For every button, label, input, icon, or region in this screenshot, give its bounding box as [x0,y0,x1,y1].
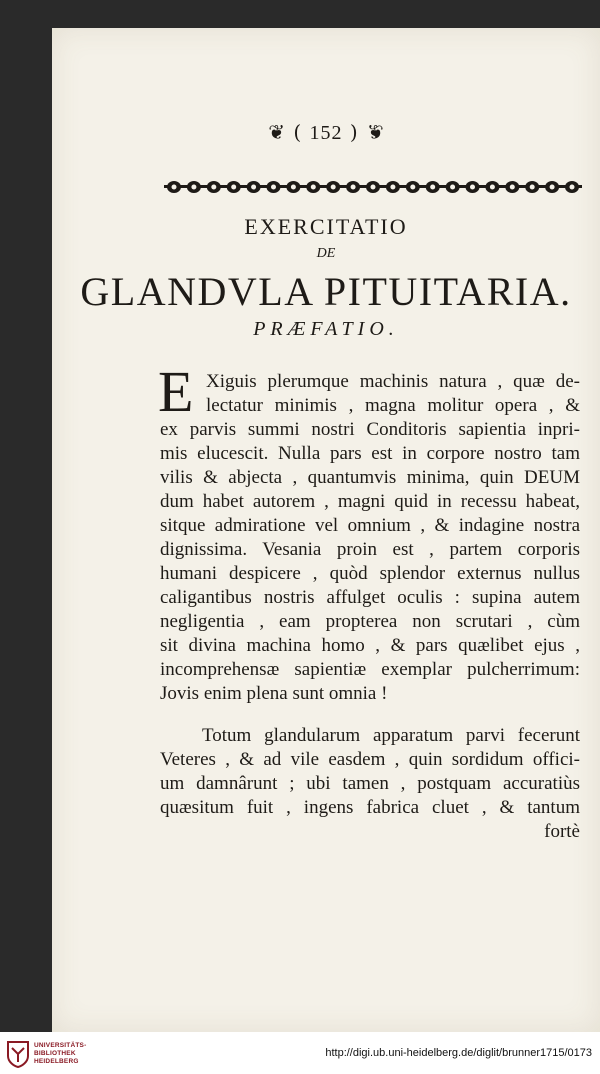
title-praefatio: PRÆFATIO. [253,318,399,340]
right-paren: ) [349,120,359,144]
title-de: DE [316,246,336,261]
text-line: Veteres , & ad vile easdem , quin sordidum offici- [160,749,580,770]
running-header [52,120,600,145]
text-line: um damnârunt ; ubi tamen , postquam accuratiùs [160,773,580,794]
text-line: incomprehensæ sapientiæ exemplar pulcherrimum: [160,659,580,680]
permalink-url[interactable]: http://digi.ub.uni-heidelberg.de/diglit/brunner1715/0173 [325,1047,592,1059]
viewer-footer [0,1032,600,1074]
left-paren: ( [293,120,303,144]
text-line: sitque admiratione vel omnium , & indagine nostra [160,515,580,536]
text-line: lectatur minimis , magna molitur opera , & [206,395,580,416]
institution-line: UNIVERSITÄTS- [34,1042,87,1049]
ornamental-border-icon [164,176,582,198]
text-line: negligentia , eam propterea non scrutari , cùm [160,611,580,632]
institution-line: BIBLIOTHEK [34,1050,76,1057]
text-line: dum habet autorem , magni quid in recessu habeat, [160,491,580,512]
title-exercitatio: EXERCITATIO [244,214,408,239]
fleuron-right-icon: ❦ [366,120,384,144]
drop-cap: E [158,359,194,424]
institution-line: HEIDELBERG [34,1058,79,1065]
text-line: quæsitum fuit , ingens fabrica cluet , & tantum [160,797,580,818]
text-line: Jovis enim plena sunt omnia ! [160,683,388,704]
text-line: mis elucescit. Nulla pars est in corpore nostro tam [160,443,580,464]
paragraph-2 [160,724,580,844]
text-line: sit divina machina homo , & pars quælibet ejus , [160,635,580,656]
text-line: ex parvis summi nostri Conditoris sapientia inpri- [160,419,580,440]
paragraph-1 [160,370,580,706]
page-number: 152 [309,122,343,144]
text-line: caligantibus nostris affulget oculis : supina autem [160,587,580,608]
text-line: Totum glandularum apparatum parvi fecerunt [202,725,580,746]
fleuron-left-icon: ❦ [268,120,286,144]
text-line: Xiguis plerumque machinis natura , quæ de- [206,371,580,392]
institution-name [34,1042,86,1066]
title-main: GLANDVLA PITUITARIA. [80,269,572,314]
text-line: humani despicere , quòd splendor externus nullus [160,563,580,584]
text-line: dignissima. Vesania proin est , partem corporis [160,539,580,560]
text-line: vilis & abjecta , quantumvis minima, quin DEUM [160,467,580,488]
catchword: fortè [544,821,580,842]
university-seal-icon [6,1040,30,1068]
book-page [52,28,600,1032]
